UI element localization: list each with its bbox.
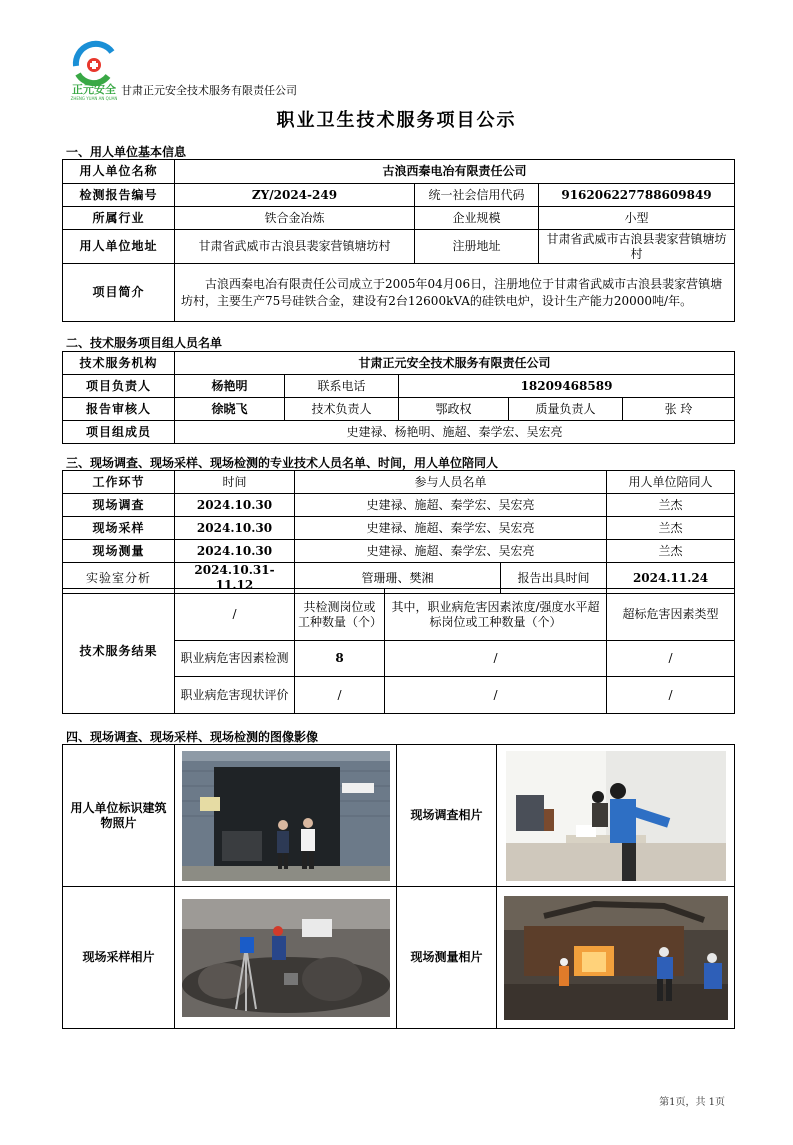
members-label: 项目组成员 xyxy=(63,421,175,444)
photo-3-label: 现场采样相片 xyxy=(63,887,175,1029)
photo-1-label: 用人单位标识建筑物照片 xyxy=(63,745,175,887)
results-row2-label: 职业病危害现状评价 xyxy=(175,677,295,714)
staff-cell: 史建禄、施超、秦学宏、吴宏亮 xyxy=(295,494,607,517)
results-row1-label: 职业病危害因素检测 xyxy=(175,641,295,677)
section-4-heading: 四、现场调查、现场采样、现场检测的图像影像 xyxy=(66,730,319,744)
photos-table xyxy=(62,744,735,1029)
team-table xyxy=(62,351,735,444)
section-2-heading: 二、技术服务项目组人员名单 xyxy=(66,336,223,350)
results-header-over: 其中，职业病危害因素浓度/强度水平超标岗位或工种数量（个） xyxy=(385,589,607,641)
intro-label: 项目简介 xyxy=(63,264,175,322)
industry-label: 所属行业 xyxy=(63,207,175,230)
company-logo xyxy=(68,36,120,102)
address-label: 用人单位地址 xyxy=(63,230,175,264)
section-1-heading: 一、用人单位基本信息 xyxy=(66,145,187,159)
photo-4-cell xyxy=(497,887,735,1029)
quality-lead-value: 张 玲 xyxy=(623,398,735,421)
section-3-heading: 三、现场调查、现场采样、现场检测的专业技术人员名单、时间，用人单位陪同人 xyxy=(66,456,499,470)
companion-cell: 兰杰 xyxy=(607,517,735,540)
results-row2-count: / xyxy=(295,677,385,714)
photo-4-label: 现场测量相片 xyxy=(397,887,497,1029)
leader-value: 杨艳明 xyxy=(175,375,285,398)
scale-value: 小型 xyxy=(539,207,735,230)
reg-address-value: 甘肃省武威市古浪县裴家营镇塘坊村 xyxy=(539,230,735,264)
results-header-count: 共检测岗位或工种数量（个） xyxy=(295,589,385,641)
results-row2-type: / xyxy=(607,677,735,714)
results-header-type: 超标危害因素类型 xyxy=(607,589,735,641)
results-row2-over: / xyxy=(385,677,607,714)
report-time-value: 2024.11.24 xyxy=(607,563,735,594)
sampling-photo xyxy=(182,899,390,1017)
results-row1-type: / xyxy=(607,641,735,677)
building-photo xyxy=(182,751,390,881)
table-row xyxy=(63,494,735,517)
table-row xyxy=(63,540,735,563)
table-row xyxy=(63,517,735,540)
reviewer-label: 报告审核人 xyxy=(63,398,175,421)
results-row1-over: / xyxy=(385,641,607,677)
companion-cell: 兰杰 xyxy=(607,540,735,563)
industry-value: 铁合金冶炼 xyxy=(175,207,415,230)
header-time: 时间 xyxy=(175,471,295,494)
tech-lead-label: 技术负责人 xyxy=(285,398,399,421)
date-cell: 2024.10.30 xyxy=(175,517,295,540)
lab-staff: 管珊珊、樊湘 xyxy=(295,563,501,594)
stage-cell: 现场测量 xyxy=(63,540,175,563)
staff-cell: 史建禄、施超、秦学宏、吴宏亮 xyxy=(295,540,607,563)
report-no-value: ZY/2024-249 xyxy=(175,184,415,207)
photo-2-label: 现场调查相片 xyxy=(397,745,497,887)
photo-3-cell xyxy=(175,887,397,1029)
page-title: 职业卫生技术服务项目公示 xyxy=(276,110,517,131)
members-value: 史建禄、杨艳明、施超、秦学宏、吴宏亮 xyxy=(175,421,735,444)
logo-text: 正元安全 xyxy=(72,83,116,96)
tech-lead-value: 鄂政权 xyxy=(399,398,509,421)
report-no-label: 检测报告编号 xyxy=(63,184,175,207)
reg-address-label: 注册地址 xyxy=(415,230,539,264)
scale-label: 企业规模 xyxy=(415,207,539,230)
logo-subtext: ZHENG YUAN AN QUAN xyxy=(70,96,118,101)
org-label: 技术服务机构 xyxy=(63,352,175,375)
page-footer: 第1页，共 1页 xyxy=(659,1097,725,1108)
leader-label: 项目负责人 xyxy=(63,375,175,398)
credit-code-value: 916206227788609849 xyxy=(539,184,735,207)
results-label: 技术服务结果 xyxy=(63,589,175,714)
address-value: 甘肃省武威市古浪县裴家营镇塘坊村 xyxy=(175,230,415,264)
date-cell: 2024.10.30 xyxy=(175,494,295,517)
company-header: 甘肃正元安全技术服务有限责任公司 xyxy=(121,84,297,97)
reviewer-value: 徐晓飞 xyxy=(175,398,285,421)
header-staff: 参与人员名单 xyxy=(295,471,607,494)
lab-label: 实验室分析 xyxy=(63,563,175,594)
staff-cell: 史建禄、施超、秦学宏、吴宏亮 xyxy=(295,517,607,540)
lab-date: 2024.10.31-11.12 xyxy=(175,563,295,594)
phone-label: 联系电话 xyxy=(285,375,399,398)
header-companion: 用人单位陪同人 xyxy=(607,471,735,494)
stage-cell: 现场调查 xyxy=(63,494,175,517)
results-header-empty: / xyxy=(175,589,295,641)
photo-2-cell xyxy=(497,745,735,887)
survey-photo xyxy=(506,751,726,881)
results-table xyxy=(62,588,735,714)
unit-name-label: 用人单位名称 xyxy=(63,160,175,184)
credit-code-label: 统一社会信用代码 xyxy=(415,184,539,207)
results-row1-count: 8 xyxy=(295,641,385,677)
org-value: 甘肃正元安全技术服务有限责任公司 xyxy=(175,352,735,375)
unit-name-value: 古浪西秦电冶有限责任公司 xyxy=(175,160,735,184)
measurement-photo xyxy=(504,896,728,1020)
phone-value: 18209468589 xyxy=(399,375,735,398)
quality-lead-label: 质量负责人 xyxy=(509,398,623,421)
photo-1-cell xyxy=(175,745,397,887)
date-cell: 2024.10.30 xyxy=(175,540,295,563)
field-table xyxy=(62,470,735,594)
basic-info-table xyxy=(62,159,735,322)
header-stage: 工作环节 xyxy=(63,471,175,494)
companion-cell: 兰杰 xyxy=(607,494,735,517)
intro-value: 古浪西秦电冶有限责任公司成立于2005年04月06日，注册地位于甘肃省武威市古浪县裴家营镇塘坊村，主要生产75号硅铁合金，建设有2台12600kVA的硅铁电炉，设计生产能力20000吨/年。 xyxy=(175,264,735,322)
report-time-label: 报告出具时间 xyxy=(501,563,607,594)
stage-cell: 现场采样 xyxy=(63,517,175,540)
